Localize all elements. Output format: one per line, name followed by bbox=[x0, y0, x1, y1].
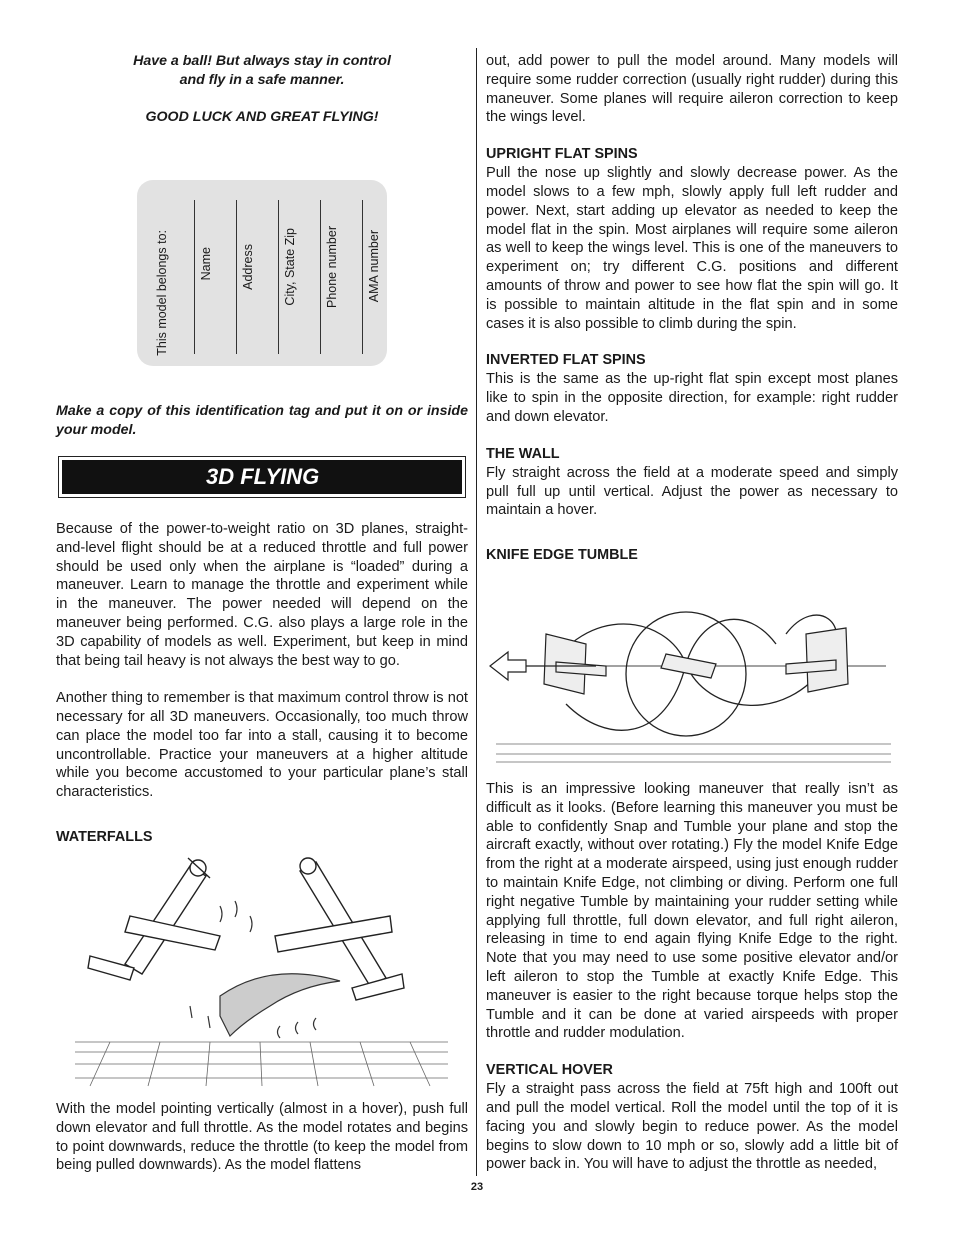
identification-tag bbox=[137, 180, 387, 366]
the-wall-paragraph: Fly straight across the field at a moderate speed and simply pull full up until vertical. Adjust the power as necessary to maintain a hover. bbox=[486, 464, 898, 519]
tag-ama-label: AMA number bbox=[367, 229, 381, 302]
section-banner bbox=[58, 456, 466, 498]
paragraph-power-ratio: Because of the power-to-weight ratio on 3D planes, straight-and-level flight should be at a reduced throttle and full power should be used only when the airplane is “loaded” during a maneuver. Learn to manage the throttle and experiment while in the maneuver. The power needed will depend on the maneuver being performed. C.G. also plays a large role in the 3D capability of models as well. Experiment, but keep in mind that being tail heavy is not always the best way to go. bbox=[56, 521, 468, 669]
left-body bbox=[56, 520, 468, 847]
left-column bbox=[56, 52, 468, 126]
tag-phone-label: Phone number bbox=[325, 225, 339, 308]
tag-name-column bbox=[195, 200, 237, 356]
inverted-flat-spins-heading: INVERTED FLAT SPINS bbox=[486, 352, 646, 369]
knife-edge-tumble-heading: KNIFE EDGE TUMBLE bbox=[486, 547, 638, 564]
tag-city-label: City, State Zip bbox=[283, 228, 297, 306]
right-lower-body bbox=[486, 780, 898, 1174]
direction-arrow-icon bbox=[490, 652, 526, 680]
copy-note: Make a copy of this identification tag and put it on or inside your model. bbox=[56, 403, 468, 438]
column-divider bbox=[476, 48, 477, 1176]
tag-address-label: Address bbox=[241, 244, 255, 290]
ground-lines bbox=[496, 744, 891, 762]
section-title: 3D FLYING bbox=[62, 460, 462, 494]
intro-line-2: and fly in a safe manner. bbox=[179, 71, 345, 88]
tag-phone-column bbox=[321, 200, 363, 356]
upright-flat-spins-heading: UPRIGHT FLAT SPINS bbox=[486, 146, 638, 163]
waterfalls-paragraph: With the model pointing vertically (almost in a hover), push full down elevator and full throttle. As the model rotates and begins to point downwards, reduce the throttle (to keep the model from being pulled downwards). As the model flattens bbox=[56, 1101, 468, 1174]
knife-edge-tumble-paragraph: This is an impressive looking maneuver that really isn’t as difficult as it looks. (Before learning this maneuver you must be able to confidently Snap and Tumble your plane and stop the aircraft exactly, without over rotating.) Fly the model Knife Edge from the right at a moderate airspeed, using just enough rudder to maintain Knife Edge, not climbing or diving. Perform one full right negative Tumble by maintaining your rudder setting while applying full throttle, full down elevator, and full right aileron, releasing in time to end again flying Knife Edge to the right. Note that you may need to use some positive elevator and/or left aileron to stop the Tumble at exactly Knife Edge. This maneuver is easier to the right because torque helps stop the Tumble and it can be done at varied airspeeds with proper throttle and rudder modulation. bbox=[486, 781, 898, 1042]
waterfalls-illustration bbox=[70, 846, 452, 1090]
right-column bbox=[486, 52, 898, 565]
tag-city-column bbox=[279, 200, 321, 356]
upright-flat-spins-paragraph: Pull the nose up slightly and slowly decrease power. As the model slows to a few mph, slowly apply full left rudder and power. Next, start adding up elevator as needed to keep the model flat in the spin. Most airplanes will require some aileron as well to keep the wings level. This is one of the maneuvers to experiment on; try different C.G. positions and different amounts of throw and power to see how flat the spin will go. It is possible to maintain altitude in the flat spin and in some cases it is also possible to climb during the spin. bbox=[486, 165, 898, 332]
good-luck-text: GOOD LUCK AND GREAT FLYING! bbox=[145, 108, 379, 125]
page-number: 23 bbox=[470, 1181, 484, 1193]
the-wall-heading: THE WALL bbox=[486, 445, 560, 462]
airplane-left-icon bbox=[88, 858, 220, 980]
tag-belongs-label: This model belongs to: bbox=[155, 230, 169, 356]
paragraph-control-throw: Another thing to remember is that maximum control throw is not necessary for all 3D maneuvers. Occasionally, too much throw can place the model too far into a stall, causing it to become uncontrollable. Practice your maneuvers at a higher altitude while you become accustomed to your particular plane’s stall characteristics. bbox=[56, 690, 468, 801]
waterfalls-heading: WATERFALLS bbox=[56, 828, 153, 845]
tag-name-label: Name bbox=[199, 246, 213, 280]
tag-address-column bbox=[237, 200, 279, 356]
inverted-flat-spins-paragraph: This is the same as the up-right flat spin except most planes like to spin in the opposite direction, for example: right rudder and down elevator. bbox=[486, 371, 898, 425]
airplane-knife-edge-icon bbox=[544, 628, 848, 694]
vertical-hover-heading: VERTICAL HOVER bbox=[486, 1062, 613, 1079]
intro-line-1: Have a ball! But always stay in control bbox=[133, 53, 391, 69]
waterfalls-continued: out, add power to pull the model around. Many models will require some rudder correction (usually right rudder) during this maneuver. Some planes will require aileron correction to keep the wings level. bbox=[486, 53, 898, 126]
tag-ama-column bbox=[363, 200, 383, 356]
tag-belongs-column bbox=[151, 200, 195, 356]
ground-grid bbox=[75, 1042, 448, 1086]
knife-edge-tumble-illustration bbox=[486, 604, 898, 764]
vertical-hover-paragraph: Fly a straight pass across the field at 75ft high and 100ft out and pull the model vertical. Roll the model until the top of it is facing you and slowly begin to reduce power. As the model begins to slow down to 10 mph or so, slowly add a little bit of power back in. You will have to adjust the throttle as needed, bbox=[486, 1081, 898, 1173]
